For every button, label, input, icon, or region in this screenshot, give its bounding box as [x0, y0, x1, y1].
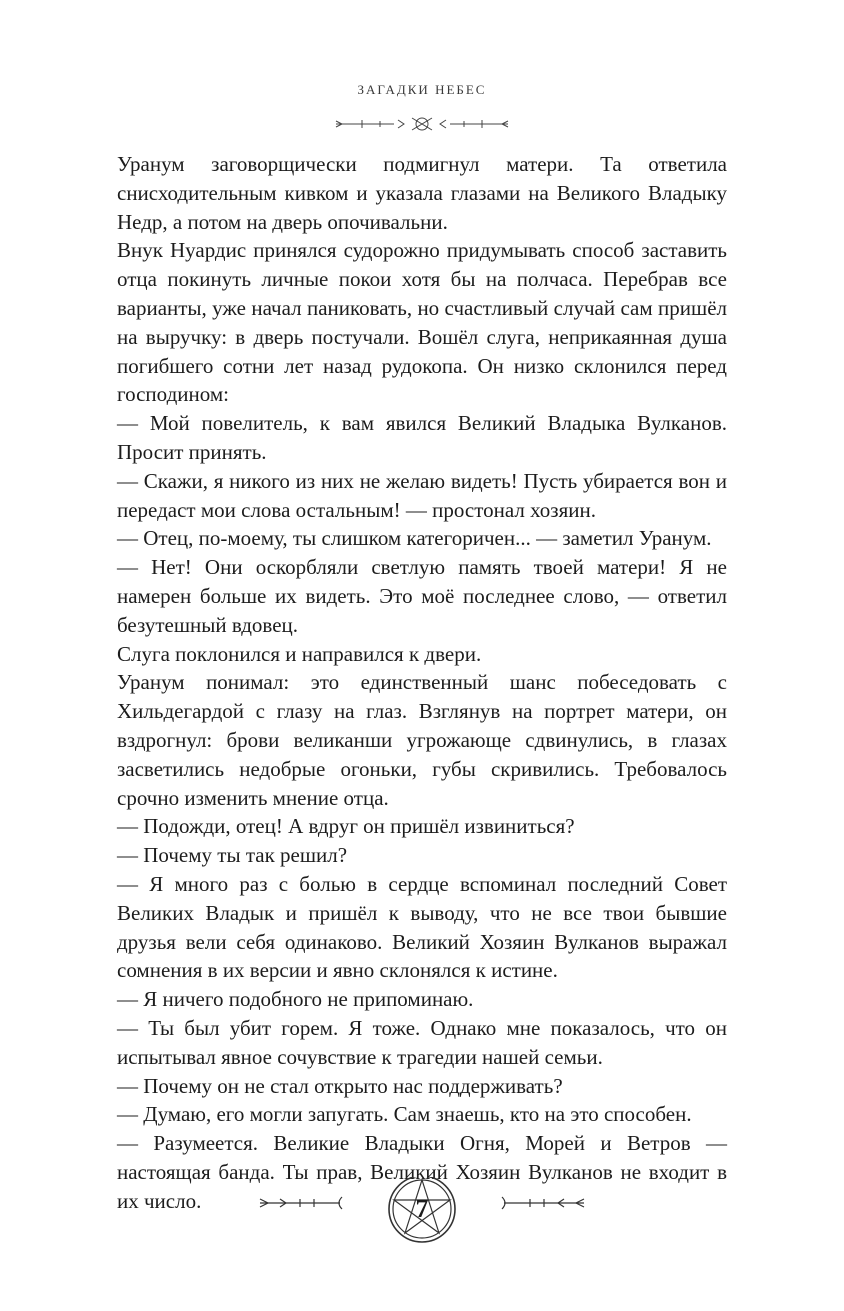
paragraph: — Подожди, отец! А вдруг он пришёл извиниться?: [117, 814, 575, 839]
paragraph: — Почему он не стал открыто нас поддерживать?: [117, 1073, 563, 1098]
paragraph: — Отец, по-моему, ты слишком категоричен... — заметил Уранум.: [117, 526, 712, 551]
paragraph: — Почему ты так решил?: [117, 843, 348, 868]
running-title: ЗАГАДКИ НЕБЕС: [357, 82, 487, 97]
paragraph: — Мой повелитель, к вам явился Великий Владыка Вулканов. Просит принять.: [117, 411, 727, 464]
paragraph: — Я ничего подобного не припоминаю.: [117, 987, 474, 1012]
paragraph: — Разумеется. Великие Владыки Огня, Морей и Ветров — настоящая банда. Ты прав, Великий Хозяин Вулканов не входит в их число.: [117, 1131, 727, 1213]
paragraph: — Я много раз с болью в сердце вспоминал последний Совет Великих Владык и пришёл к выводу, что не все твои бывшие друзья вели себя одинаково. Великий Хозяин Вулканов выражал сомнения в их версии и явно склонялся к истине.: [117, 871, 727, 983]
paragraph: Уранум понимал: это единственный шанс побеседовать с Хильдегардой с глазу на глаз. Взглянув на портрет матери, он вздрогнул: брови великанши угрожающе сдвинулись, в глазах засветились недобрые огоньки, губы скривились. Требовалось срочно изменить мнение отца.: [117, 670, 727, 810]
paragraph: — Ты был убит горем. Я тоже. Однако мне показалось, что он испытывал явное сочувствие к трагедии нашей семьи.: [117, 1015, 727, 1069]
paragraph: Внук Нуардис принялся судорожно придумывать способ заставить отца покинуть личные покои хотя бы на полчаса. Перебрав все варианты, уже начал паниковать, но счастливый случай сам пришёл на выручку: в дверь постучали. Вошёл слуга, неприкаянная душа погибшего сотни лет назад рудокопа. Он низко склонился перед господином:: [117, 238, 727, 407]
paragraph: — Нет! Они оскорбляли светлую память твоей матери! Я не намерен больше их видеть. Это моё последнее слово, — ответил безутешный вдовец.: [117, 555, 727, 637]
paragraph: — Думаю, его могли запугать. Сам знаешь, кто на это способен.: [117, 1102, 692, 1127]
page-number: 7: [415, 1194, 429, 1223]
paragraph: — Скажи, я никого из них не желаю видеть! Пусть убирается вон и передаст мои слова остальным! — простонал хозяин.: [117, 468, 727, 522]
paragraph: Уранум заговорщически подмигнул матери. Та ответила снисходительным кивком и указала глазами на Великого Владыку Недр, а потом на дверь опочивальни.: [117, 152, 727, 234]
body-text: [117, 150, 727, 1215]
paragraph: Слуга поклонился и направился к двери.: [117, 641, 482, 666]
decorative-divider-icon: [332, 114, 512, 134]
